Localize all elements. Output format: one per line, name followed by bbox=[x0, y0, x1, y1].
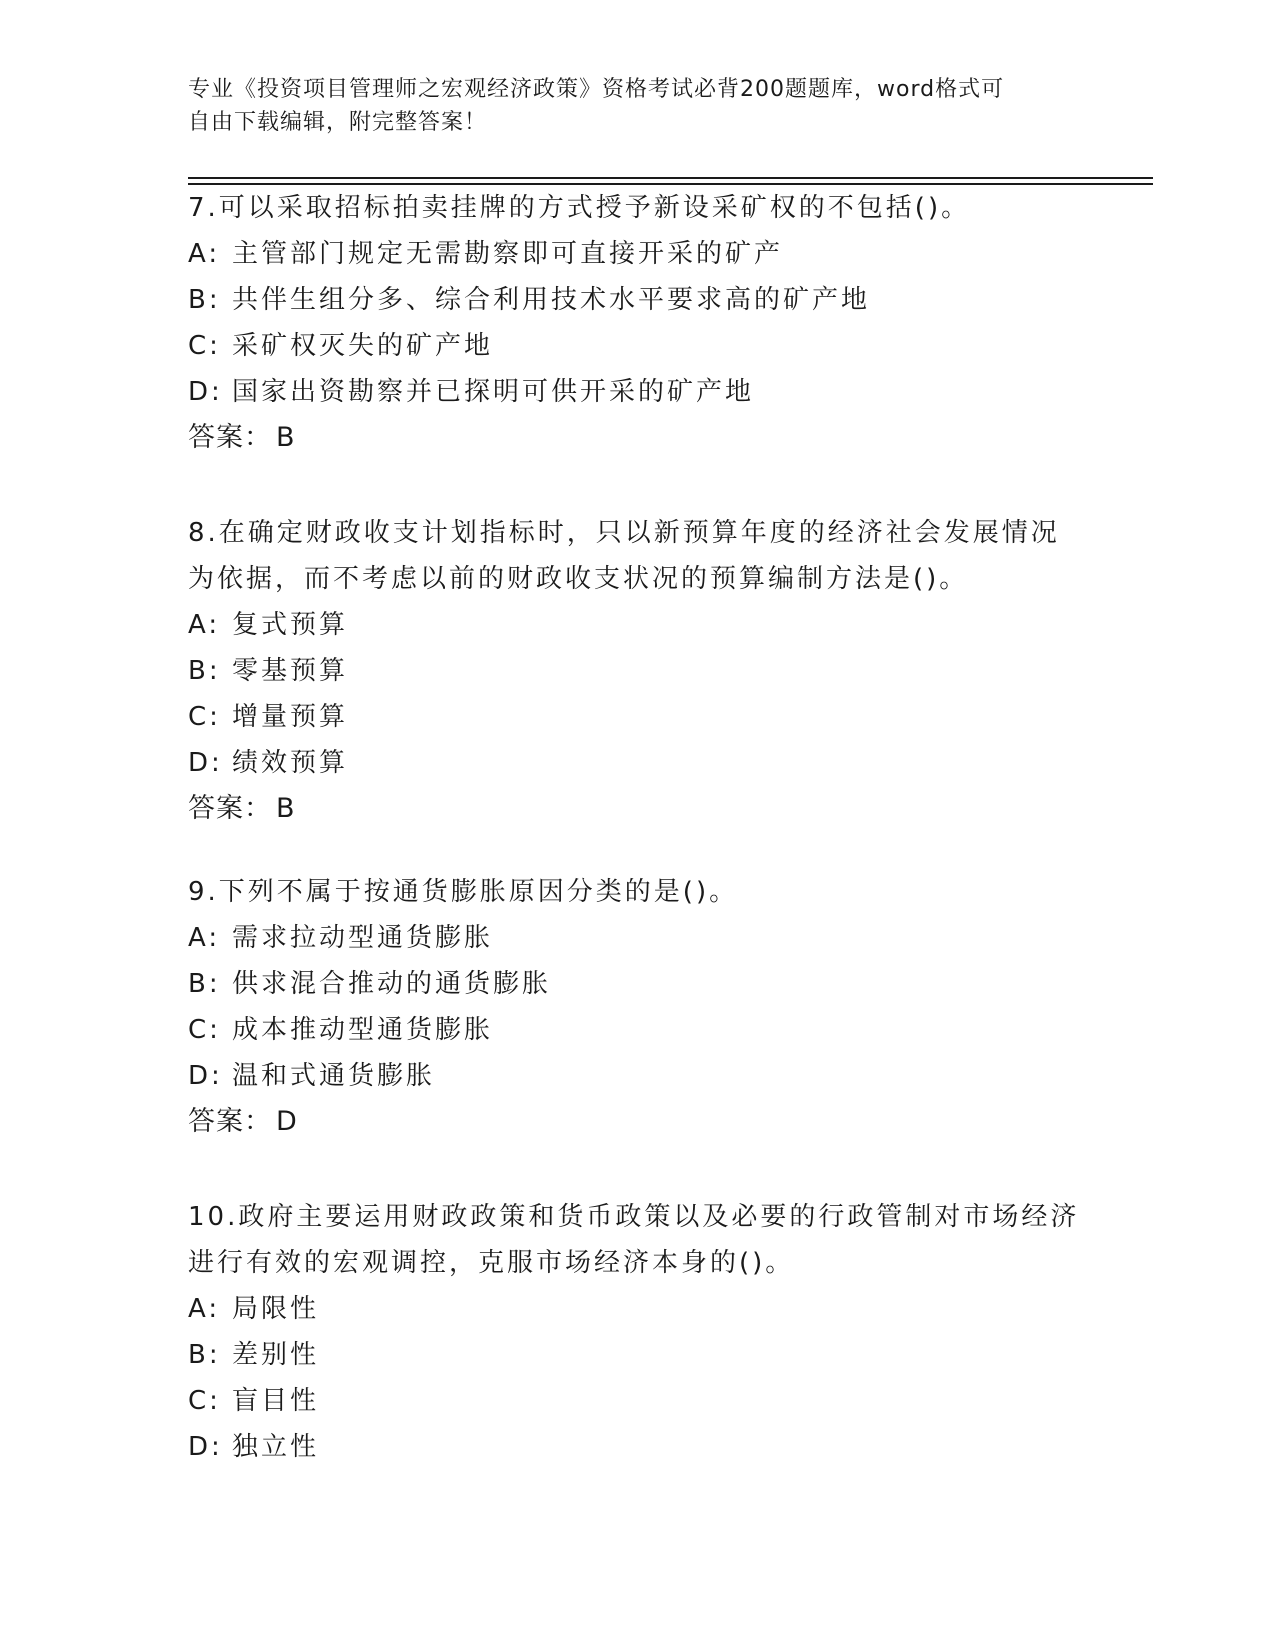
option-d bbox=[188, 369, 1088, 415]
question-stem: 为依据，而不考虑以前的财政收支状况的预算编制方法是()。 bbox=[188, 564, 969, 594]
option-b bbox=[188, 1332, 1088, 1378]
option-text: 采矿权灭失的矿产地 bbox=[232, 331, 494, 361]
option-b bbox=[188, 961, 1088, 1007]
option-letter: D: bbox=[188, 377, 223, 407]
question-7 bbox=[188, 185, 1088, 461]
option-letter: D: bbox=[188, 1432, 223, 1462]
header-divider bbox=[188, 177, 1153, 179]
option-d bbox=[188, 740, 1088, 786]
option-c bbox=[188, 694, 1088, 740]
answer bbox=[188, 786, 1088, 832]
option-letter: C: bbox=[188, 331, 221, 361]
question-10 bbox=[188, 1194, 1088, 1470]
option-text: 成本推动型通货膨胀 bbox=[232, 1015, 494, 1045]
option-letter: D: bbox=[188, 748, 223, 778]
question-stem: 8.在确定财政收支计划指标时，只以新预算年度的经济社会发展情况 bbox=[188, 518, 1060, 548]
option-text: 国家出资勘察并已探明可供开采的矿产地 bbox=[232, 377, 755, 407]
option-d bbox=[188, 1053, 1088, 1099]
option-c bbox=[188, 323, 1088, 369]
option-letter: C: bbox=[188, 1386, 221, 1416]
question-stem: 9.下列不属于按通货膨胀原因分类的是()。 bbox=[188, 877, 739, 907]
option-letter: B: bbox=[188, 285, 221, 315]
option-letter: C: bbox=[188, 1015, 221, 1045]
option-text: 共伴生组分多、综合利用技术水平要求高的矿产地 bbox=[232, 285, 871, 315]
option-letter: B: bbox=[188, 969, 221, 999]
answer-label: 答案： bbox=[188, 1106, 272, 1137]
option-text: 绩效预算 bbox=[232, 748, 349, 778]
option-letter: A: bbox=[188, 923, 221, 953]
option-c bbox=[188, 1007, 1088, 1053]
answer-value: B bbox=[276, 422, 296, 453]
option-letter: D: bbox=[188, 1061, 223, 1091]
option-text: 差别性 bbox=[232, 1340, 320, 1370]
question-8 bbox=[188, 510, 1088, 832]
option-text: 供求混合推动的通货膨胀 bbox=[232, 969, 552, 999]
header-line: 自由下载编辑，附完整答案！ bbox=[188, 110, 488, 135]
option-letter: B: bbox=[188, 1340, 221, 1370]
option-text: 盲目性 bbox=[232, 1386, 320, 1416]
option-text: 零基预算 bbox=[232, 656, 349, 686]
answer bbox=[188, 1099, 1088, 1145]
answer bbox=[188, 415, 1088, 461]
option-letter: B: bbox=[188, 656, 221, 686]
option-d bbox=[188, 1424, 1088, 1470]
option-text: 复式预算 bbox=[232, 610, 349, 640]
header-line: 专业《投资项目管理师之宏观经济政策》资格考试必背200题题库，word格式可 bbox=[188, 77, 1005, 102]
question-stem: 进行有效的宏观调控，克服市场经济本身的()。 bbox=[188, 1248, 795, 1278]
option-a bbox=[188, 1286, 1088, 1332]
option-text: 需求拉动型通货膨胀 bbox=[232, 923, 494, 953]
option-text: 温和式通货膨胀 bbox=[232, 1061, 436, 1091]
option-a bbox=[188, 915, 1088, 961]
option-text: 主管部门规定无需勘察即可直接开采的矿产 bbox=[232, 239, 784, 269]
question-9 bbox=[188, 869, 1088, 1145]
option-b bbox=[188, 277, 1088, 323]
option-a bbox=[188, 602, 1088, 648]
option-c bbox=[188, 1378, 1088, 1424]
option-text: 增量预算 bbox=[232, 702, 349, 732]
option-letter: C: bbox=[188, 702, 221, 732]
answer-label: 答案： bbox=[188, 422, 272, 453]
option-b bbox=[188, 648, 1088, 694]
option-letter: A: bbox=[188, 1294, 221, 1324]
document-header bbox=[188, 73, 1068, 139]
option-text: 独立性 bbox=[232, 1432, 320, 1462]
option-letter: A: bbox=[188, 610, 221, 640]
answer-label: 答案： bbox=[188, 793, 272, 824]
answer-value: B bbox=[276, 793, 296, 824]
question-stem: 7.可以采取招标拍卖挂牌的方式授予新设采矿权的不包括()。 bbox=[188, 193, 971, 223]
option-letter: A: bbox=[188, 239, 221, 269]
option-text: 局限性 bbox=[232, 1294, 320, 1324]
question-stem: 10.政府主要运用财政政策和货币政策以及必要的行政管制对市场经济 bbox=[188, 1202, 1080, 1232]
answer-value: D bbox=[276, 1106, 298, 1137]
option-a bbox=[188, 231, 1088, 277]
